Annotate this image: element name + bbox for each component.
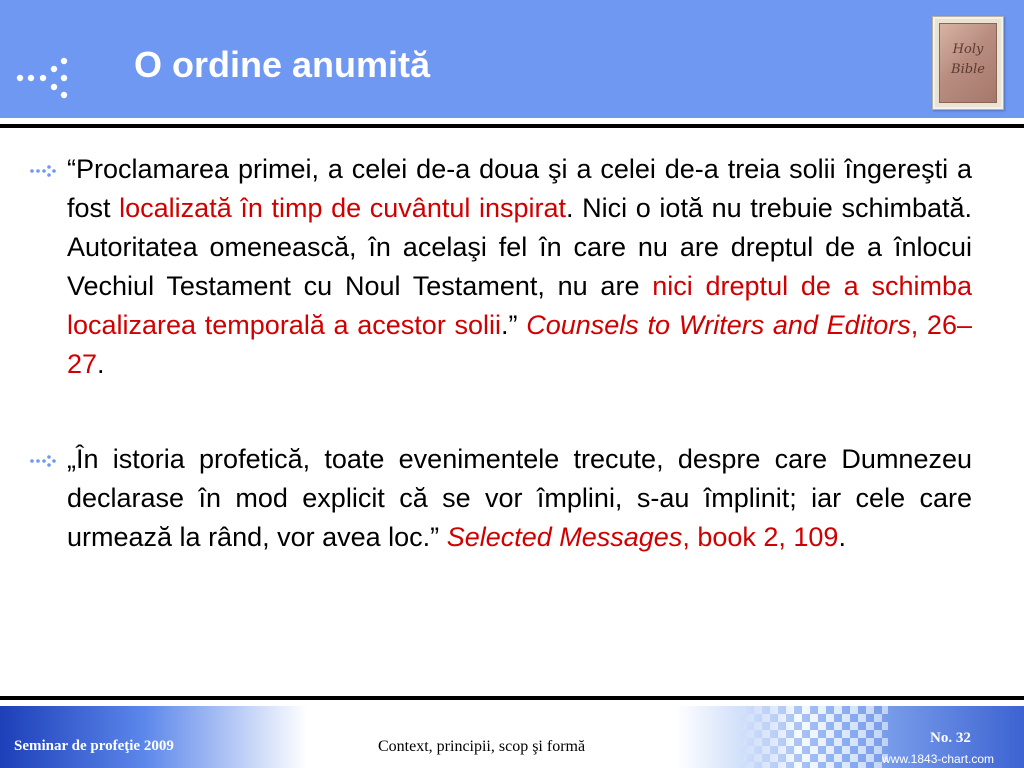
bullet-text [67,440,972,557]
header-band [0,0,1024,118]
dot-arrow-icon [16,56,76,100]
holy-bible-book-icon [932,16,1004,110]
checker-pattern [738,706,888,768]
footer-url[interactable]: www.1843-chart.com [882,752,995,766]
footer-subtitle: Context, principii, scop şi formă [378,738,586,755]
book-cover [939,23,997,103]
footer-band [0,706,1024,768]
logo-line-1: Holy [952,42,984,57]
footer-divider [0,696,1024,700]
logo-line-2: Bible [951,62,985,77]
text-run: . [838,522,846,552]
bullet-item [30,150,972,384]
text-run: . Nici o iotă nu trebuie schimbată. Autoritatea omenească, în acelaşi fel în care nu are dreptul de a înlocui Vechiul Testament cu Noul Testament, nu are [67,193,972,301]
slide-number: No. 32 [930,730,971,746]
text-run: „În istoria profetică, toate evenimentele trecute, despre care Dumnezeu declarase în mod explicit că se vor împlini, s-au împlinit; iar cele care urmează la rând, vor avea loc.” [67,444,972,552]
citation-title: Selected Messages [446,522,683,552]
text-run: .” [501,310,527,340]
bullet-item [30,440,972,557]
text-run: . [97,349,105,379]
emphasis-run: nici dreptul de a schimba localizarea temporală a acestor solii [67,271,972,340]
slide-content [30,150,972,613]
dotted-arrow-bullet-icon [30,454,58,468]
bullet-text [67,150,972,384]
emphasis-run: localizată în timp de cuvântul inspirat [119,193,567,223]
header-divider [0,124,1024,128]
footer-seminar-label: Seminar de profeţie 2009 [14,738,174,754]
text-run: “Proclamarea primei, a celei de-a doua şi a celei de-a treia solii îngereşti a fost [67,154,972,223]
citation-pages: , book 2, 109 [682,522,839,552]
citation-title: Counsels to Writers and Editors [526,310,911,340]
citation-pages: , 26–27 [67,310,972,379]
dotted-arrow-bullet-icon [30,164,58,178]
page-title: O ordine anumită [134,44,431,85]
